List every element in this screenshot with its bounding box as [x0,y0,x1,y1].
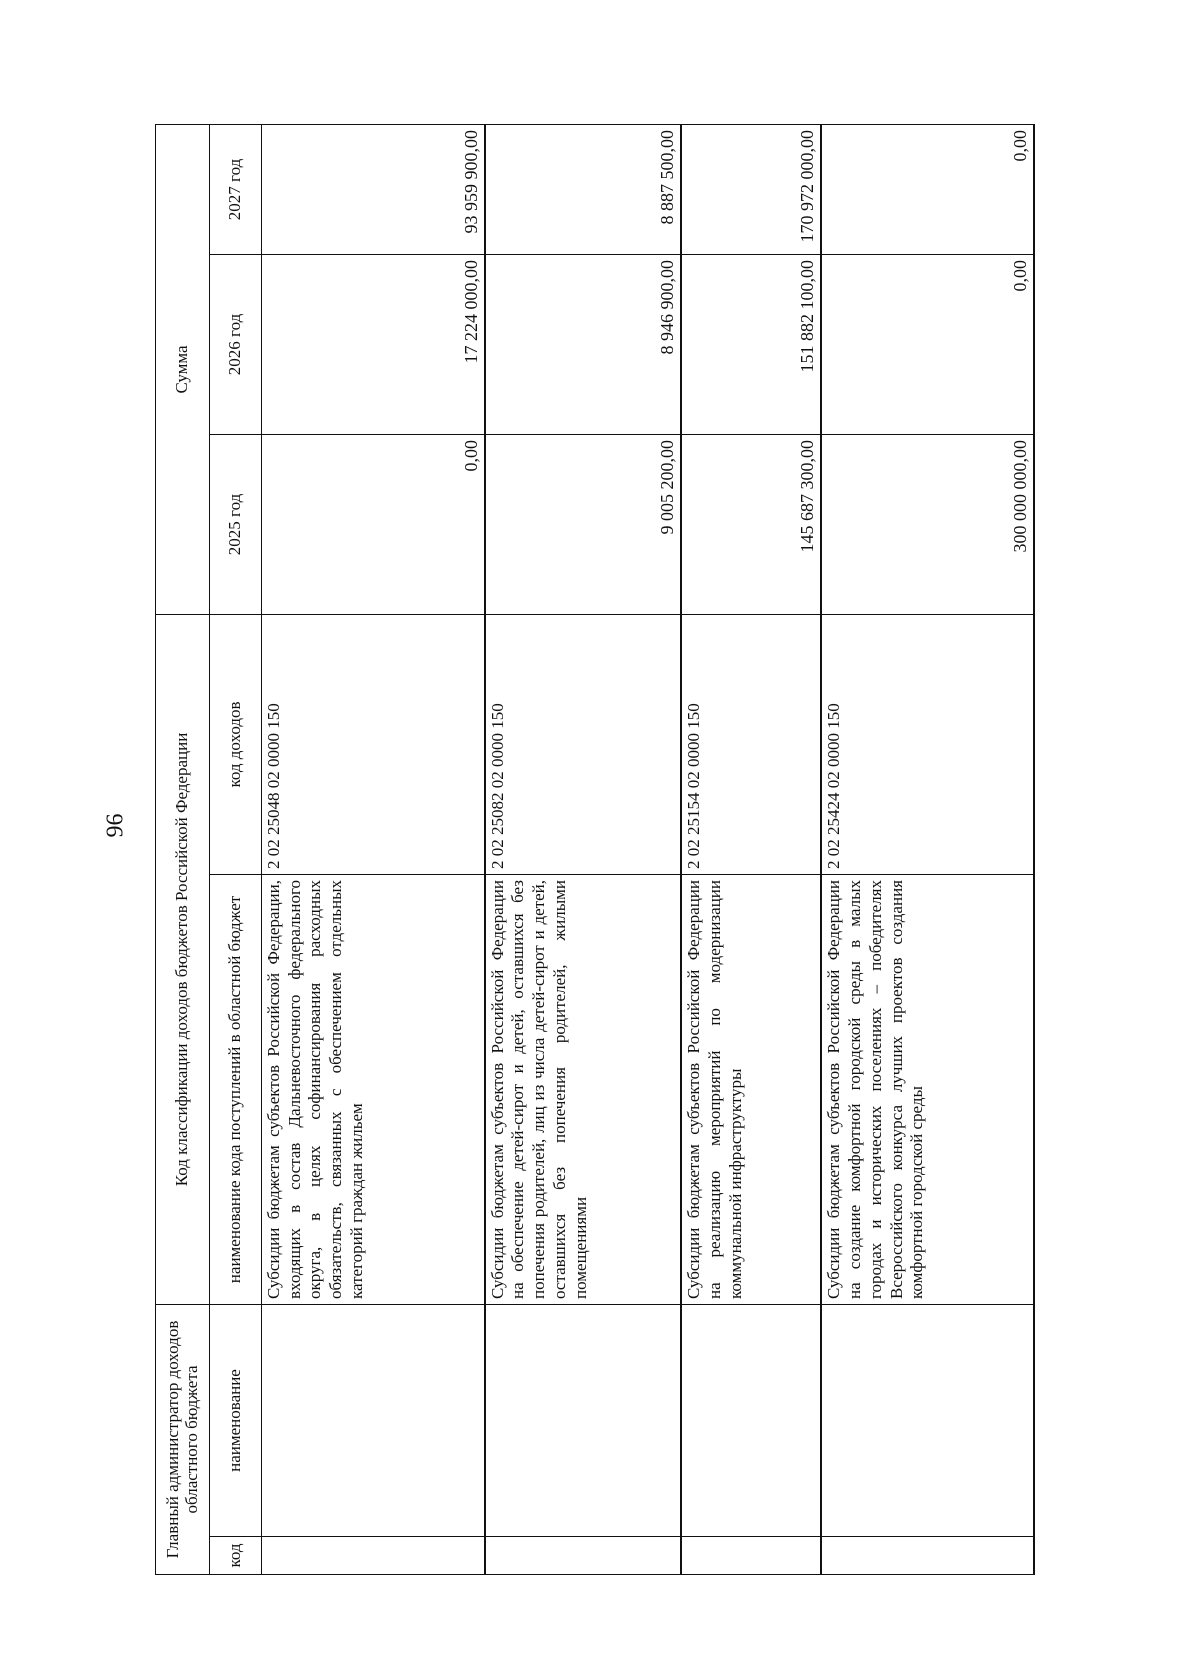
row-revenue-name: Субсидии бюджетам субъектов Российской Федерации на обеспечение детей-сирот и детей, оставшихся без попечения родителей, лиц из числа детей-сирот и детей, оставшихся без попечения родителей, жилыми помещениями [485,875,682,1305]
rotated-table-container [155,125,1035,1575]
row-admin-code [681,1537,821,1575]
row-amount-2025: 300 000 000,00 [821,434,1034,614]
header-year-2027: 2027 год [210,124,262,254]
row-amount-2026: 8 946 900,00 [485,254,682,434]
row-admin-code [485,1537,682,1575]
header-revenue-code: код доходов [210,614,262,874]
row-amount-2027: 0,00 [821,124,1034,254]
table-row [262,124,485,1574]
row-amount-2025: 9 005 200,00 [485,434,682,614]
revenue-table [155,124,1035,1575]
table-row [821,124,1034,1574]
page-number: 96 [102,813,129,838]
row-admin-code [262,1537,485,1575]
header-classification-group: Код классификации доходов бюджетов Российской Федерации [156,614,210,1304]
row-amount-2026: 17 224 000,00 [262,254,485,434]
header-year-2025: 2025 год [210,434,262,614]
row-revenue-name: Субсидии бюджетам субъектов Российской Федерации на реализацию мероприятий по модернизации коммунальной инфраструктуры [681,875,821,1305]
row-revenue-name: Субсидии бюджетам субъектов Российской Федерации на создание комфортной городской среды в малых городах и исторических поселениях – победителях Всероссийского конкурса лучших проектов создания комфортной городской среды [821,875,1034,1305]
row-revenue-code: 2 02 25154 02 0000 150 [681,614,821,874]
header-name: наименование [210,1305,262,1537]
row-revenue-code: 2 02 25048 02 0000 150 [262,614,485,874]
row-amount-2026: 151 882 100,00 [681,254,821,434]
row-amount-2025: 145 687 300,00 [681,434,821,614]
header-revenue-name: наименование кода поступлений в областной бюджет [210,875,262,1305]
header-admin-group: Главный администратор доходов областного бюджета [156,1305,210,1575]
row-amount-2026: 0,00 [821,254,1034,434]
row-admin-name [821,1305,1034,1537]
row-amount-2027: 93 959 900,00 [262,124,485,254]
header-year-2026: 2026 год [210,254,262,434]
row-admin-code [821,1537,1034,1575]
row-revenue-code: 2 02 25082 02 0000 150 [485,614,682,874]
row-amount-2027: 8 887 500,00 [485,124,682,254]
row-admin-name [485,1305,682,1537]
row-amount-2027: 170 972 000,00 [681,124,821,254]
row-admin-name [681,1305,821,1537]
header-sum-group: Сумма [156,124,210,614]
row-amount-2025: 0,00 [262,434,485,614]
row-revenue-name: Субсидии бюджетам субъектов Российской Федерации, входящих в состав Дальневосточного федерального округа, в целях софинансирования расходных обязательств, связанных с обеспечением отдельных категорий граждан жильем [262,875,485,1305]
table-row [485,124,682,1574]
header-code: код [210,1537,262,1575]
table-row [681,124,821,1574]
row-revenue-code: 2 02 25424 02 0000 150 [821,614,1034,874]
row-admin-name [262,1305,485,1537]
